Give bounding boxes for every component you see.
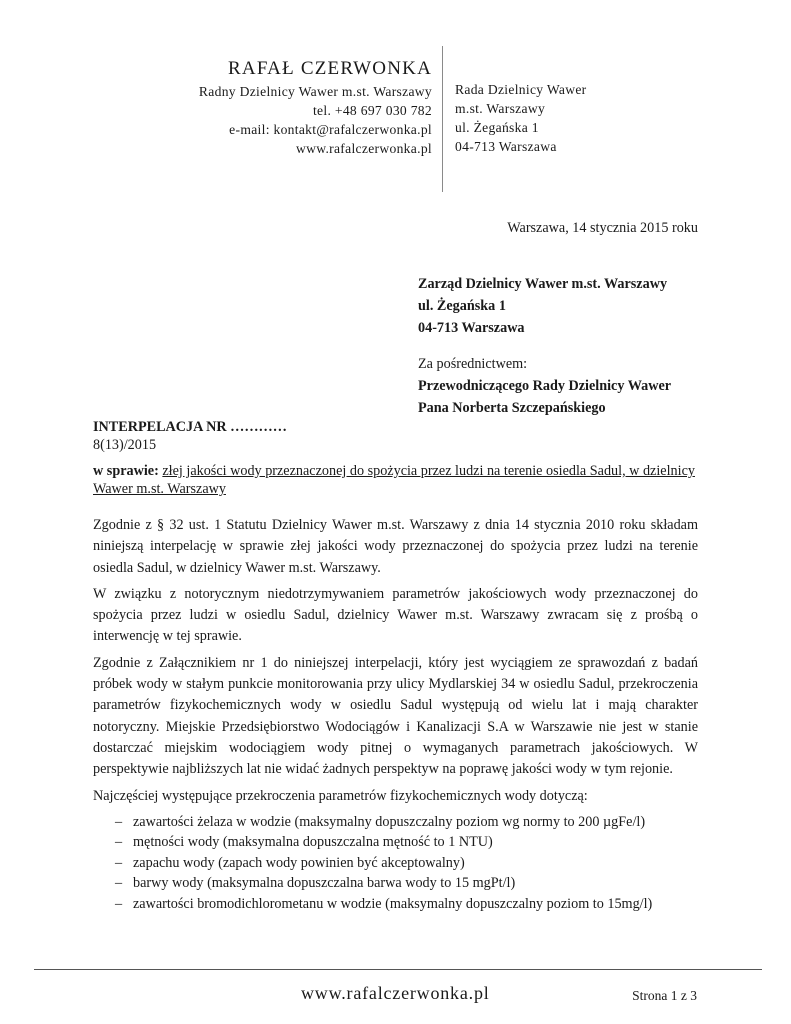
list-marker: – — [115, 834, 123, 851]
subject-label: w sprawie: — [93, 463, 159, 479]
via-line-1: Przewodniczącego Rady Dzielnicy Wawer — [418, 378, 672, 394]
via-label: Za pośrednictwem: — [418, 356, 528, 372]
sender-phone: tel. +48 697 030 782 — [312, 103, 432, 118]
list-marker: – — [115, 895, 123, 912]
council-line-1: Rada Dzielnicy Wawer — [455, 82, 587, 97]
council-line-3: ul. Żegańska 1 — [455, 120, 539, 135]
exceedance-list — [93, 812, 698, 915]
sender-email: e-mail: kontakt@rafalczerwonka.pl — [229, 122, 432, 137]
subject-text: złej jakości wody przeznaczonej do spożycia przez ludzi na terenie osiedla Sadul, w dzielnicy Wawer m.st. Warszawy — [93, 463, 695, 497]
addressee-block — [418, 273, 671, 419]
list-item: – zapachu wody (zapach wody powinien być akceptowalny) — [93, 853, 698, 874]
interpellation-title: INTERPELACJA NR ………… — [93, 419, 287, 435]
letterhead-divider — [442, 46, 443, 192]
interpellation-subject — [93, 462, 698, 498]
addressee-line-3: 04-713 Warszawa — [418, 320, 525, 336]
list-item: – zawartości bromodichlorometanu w wodzie (maksymalny dopuszczalny poziom to 15mg/l) — [93, 894, 698, 915]
body-paragraph-2: W związku z notorycznym niedotrzymywaniem parametrów jakościowych wody przeznaczonej do spożycia przez ludzi w osiedlu Sadul, dzielnicy Wawer m.st. Warszawy zwracam się z prośbą o interwencję w tej sprawie. — [93, 585, 698, 645]
addressee-line-2: ul. Żegańska 1 — [418, 298, 506, 314]
list-item: – mętności wody (maksymalna dopuszczalna mętność to 1 NTU) — [93, 832, 698, 853]
list-item: – barwy wody (maksymalna dopuszczalna barwa wody to 15 mgPt/l) — [93, 873, 698, 894]
council-address — [455, 80, 586, 156]
council-line-4: 04-713 Warszawa — [455, 139, 557, 154]
list-item: – zawartości żelaza w wodzie (maksymalny dopuszczalny poziom wg normy to 200 µgFe/l) — [93, 812, 698, 833]
body-paragraph-1: Zgodnie z § 32 ust. 1 Statutu Dzielnicy Wawer m.st. Warszawy z dnia 14 stycznia 2010 roku składam niniejszą interpelację w sprawie złej jakości wody przeznaczonej do spożycia przez ludzi na terenie osiedla Sadul, w dzielnicy Wawer m.st. Warszawy. — [93, 517, 698, 576]
interpellation-number: 8(13)/2015 — [93, 437, 157, 453]
body-paragraph-4: Najczęściej występujące przekroczenia parametrów fizykochemicznych wody dotyczą: — [93, 787, 588, 804]
sender-block — [199, 56, 432, 158]
via-line-2: Pana Norberta Szczepańskiego — [418, 400, 606, 416]
footer-website: www.rafalczerwonka.pl — [301, 983, 490, 1003]
document-date: Warszawa, 14 stycznia 2015 roku — [507, 220, 698, 236]
document-body — [93, 515, 698, 914]
list-marker: – — [115, 875, 123, 892]
interpellation-header — [93, 418, 698, 498]
sender-website: www.rafalczerwonka.pl — [295, 141, 432, 156]
council-line-2: m.st. Warszawy — [455, 101, 546, 116]
list-marker: – — [115, 854, 123, 871]
body-paragraph-3: Zgodnie z Załącznikiem nr 1 do niniejszej interpelacji, który jest wyciągiem ze sprawozdań z badań próbek wody w stałym punkcie monitorowania przy ulicy Mydlarskiej 34 w osiedlu Sadul, przekroczenia parametrów fizykochemicznych wody w osiedlu Sadul występują od wielu lat i mają charakter notoryczny. Miejskie Przedsiębiorstwo Wodociągów i Kanalizacji S.A w Warszawie nie jest w stanie dostarczać miejskim wodociągiem wody pitnej o wymaganych parametrach jakościowych. W perspektywie najbliższych lat nie widać żadnych perspektyw na poprawę jakości wody w tym rejonie. — [93, 654, 698, 778]
addressee-line-1: Zarząd Dzielnicy Wawer m.st. Warszawy — [418, 276, 668, 292]
page-number: Strona 1 z 3 — [632, 988, 697, 1003]
sender-name: RAFAŁ CZERWONKA — [228, 58, 432, 79]
list-marker: – — [115, 813, 123, 830]
footer-divider — [34, 969, 762, 970]
sender-role: Radny Dzielnicy Wawer m.st. Warszawy — [198, 84, 432, 99]
